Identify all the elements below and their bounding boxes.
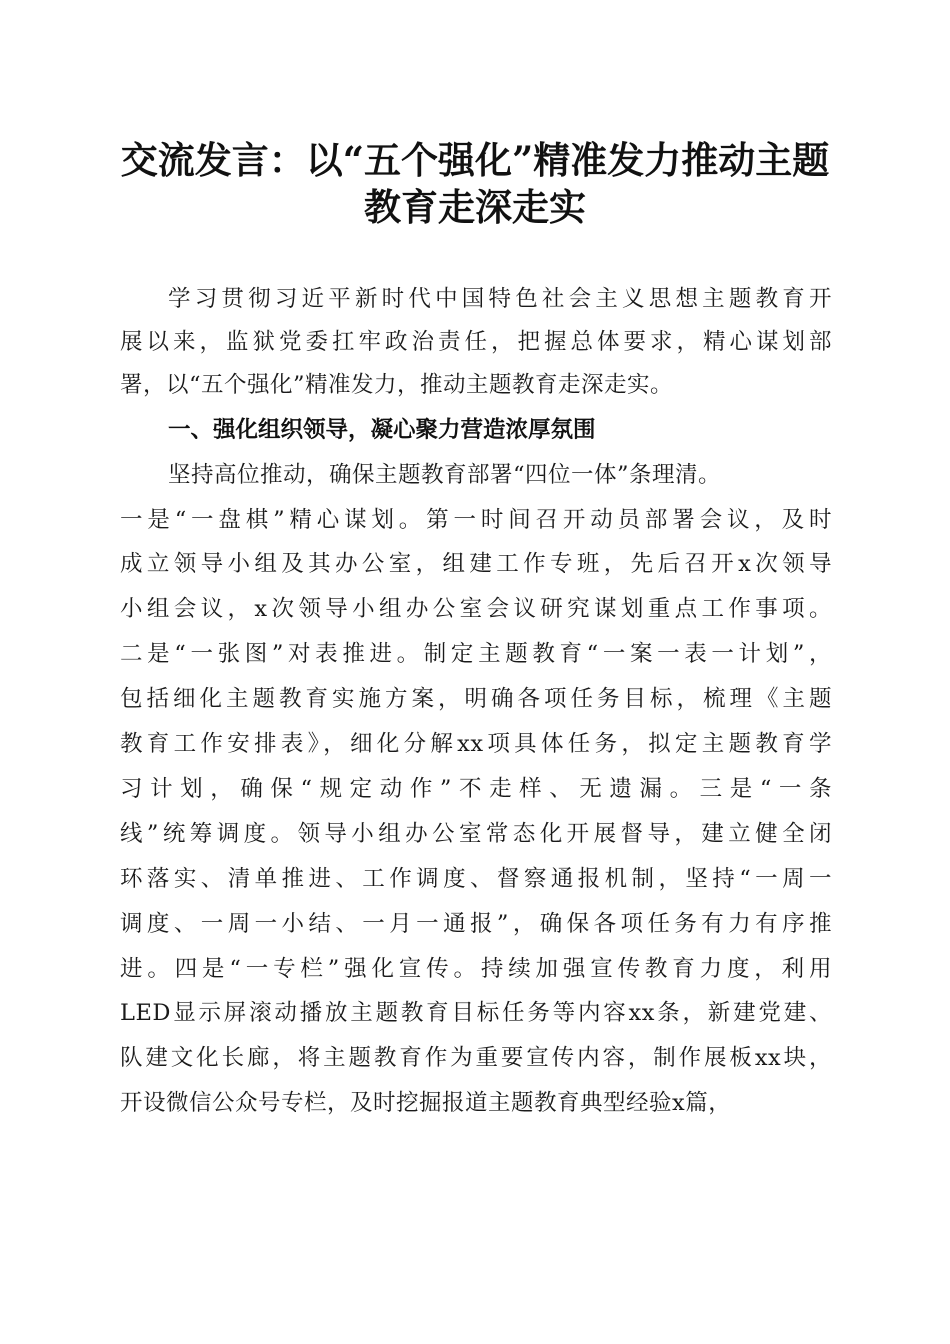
body-paragraph-line: 教育工作安排表》，细化分解xx项具体任务，拟定主题教育学 [120,731,832,757]
intro-paragraph-line: 署，以“五个强化”精准发力，推动主题教育走深走实。 [120,372,674,398]
body-paragraph-line: 开设微信公众号专栏，及时挖掘报道主题教育典型经验x篇， [120,1090,732,1116]
body-paragraph-line: 二是“一张图”对表推进。制定主题教育“一案一表一计划”， [120,641,832,667]
intro-paragraph-line: 展以来，监狱党委扛牢政治责任，把握总体要求，精心谋划部 [120,329,832,355]
body-paragraph-line: 队建文化长廊，将主题教育作为重要宣传内容，制作展板xx块， [120,1045,832,1071]
body-paragraph-line: 小组会议，x次领导小组办公室会议研究谋划重点工作事项。 [120,596,832,622]
document-title-line-1: 交流发言：以“五个强化”精准发力推动主题 [120,138,830,182]
body-paragraph-line: LED显示屏滚动播放主题教育目标任务等内容xx条，新建党建、 [120,1000,832,1026]
body-paragraph-line: 进。四是“一专栏”强化宣传。持续加强宣传教育力度，利用 [120,956,832,982]
body-paragraph-line: 调度、一周一小结、一月一通报”，确保各项任务有力有序推 [120,911,832,937]
body-paragraph-line: 包括细化主题教育实施方案，明确各项任务目标，梳理《主题 [120,686,832,712]
intro-paragraph-line: 学习贯彻习近平新时代中国特色社会主义思想主题教育开 [168,286,832,312]
body-paragraph-line: 坚持高位推动，确保主题教育部署“四位一体”条理清。 [168,462,722,488]
section-heading-1: 一、强化组织领导，凝心聚力营造浓厚氛围 [168,417,596,443]
body-paragraph-line: 习计划，确保“规定动作”不走样、无遗漏。三是“一条 [120,776,832,802]
document-title-line-2: 教育走深走实 [364,185,586,229]
body-paragraph-line: 线”统筹调度。领导小组办公室常态化开展督导，建立健全闭 [120,821,832,847]
body-paragraph-line: 环落实、清单推进、工作调度、督察通报机制，坚持“一周一 [120,866,832,892]
body-paragraph-line: 成立领导小组及其办公室，组建工作专班，先后召开x次领导 [120,551,832,577]
body-paragraph-line: 一是“一盘棋”精心谋划。第一时间召开动员部署会议，及时 [120,507,832,533]
